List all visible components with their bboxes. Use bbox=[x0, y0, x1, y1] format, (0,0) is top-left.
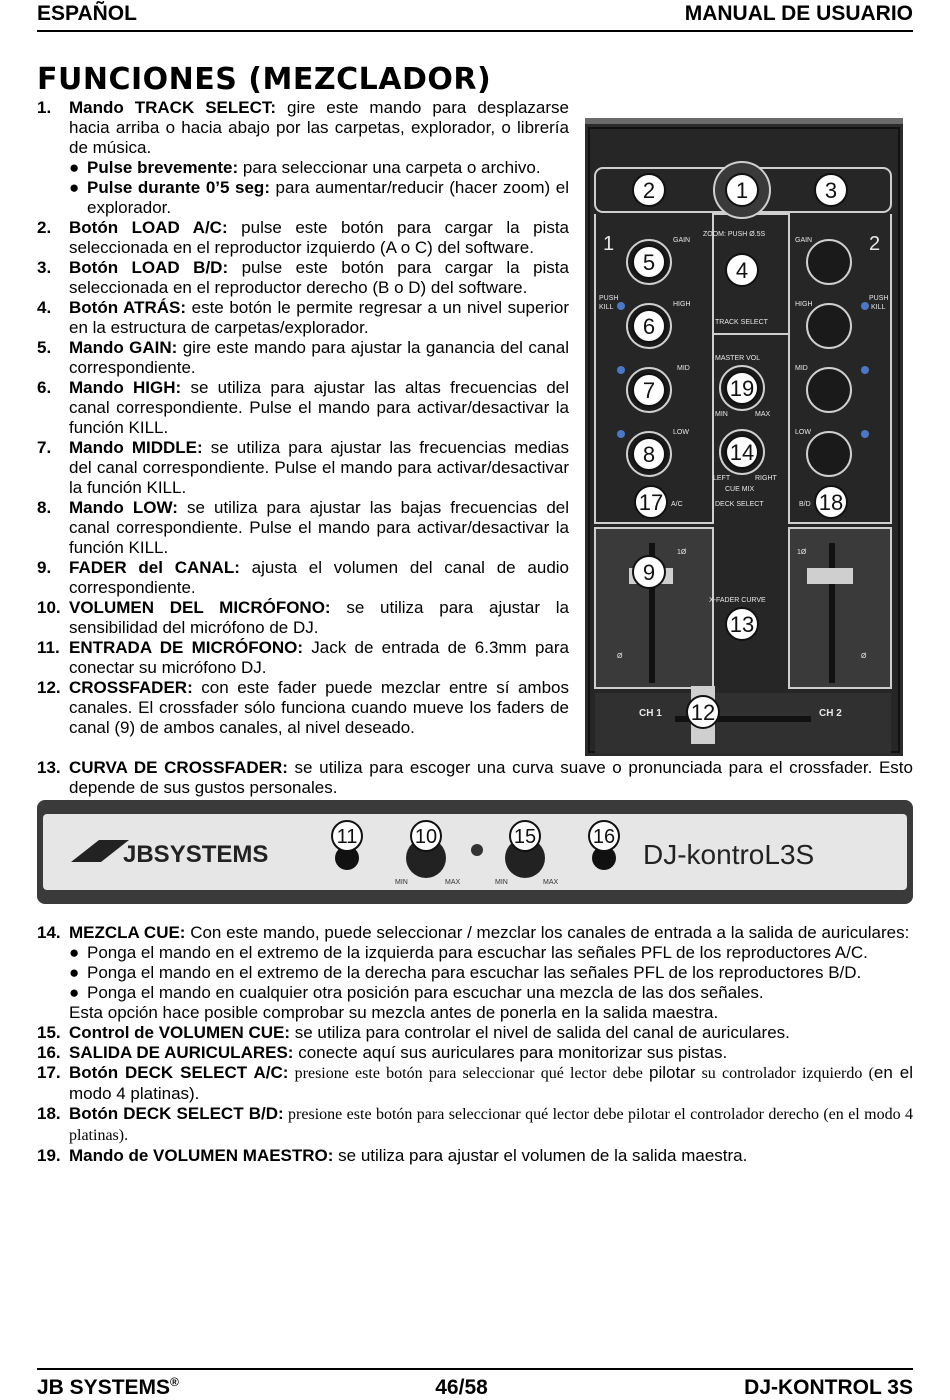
callout-number-2: 2 bbox=[642, 178, 656, 203]
item-number: 19. bbox=[37, 1146, 61, 1165]
fader-zero-right: Ø bbox=[861, 653, 867, 660]
item-keyword: CROSSFADER: bbox=[69, 678, 193, 697]
mixer-panel-image bbox=[585, 118, 903, 756]
function-item-8 bbox=[37, 498, 569, 558]
item-keyword: FADER del CANAL: bbox=[69, 558, 240, 577]
item-body bbox=[69, 558, 569, 598]
item-number: 8. bbox=[37, 498, 52, 517]
item-keyword: Control de VOLUMEN CUE: bbox=[69, 1023, 290, 1042]
item-number: 5. bbox=[37, 338, 52, 357]
item-text: con este fader puede mezclar entre sí ambos canales. El crossfader sólo funciona cuando mueve los faders de canal (9) de ambos canales, al nivel deseado. bbox=[69, 678, 569, 737]
function-item-1 bbox=[37, 98, 569, 218]
min-label-cue: MIN bbox=[495, 879, 508, 886]
function-item-12 bbox=[37, 678, 569, 738]
item-number: 16. bbox=[37, 1043, 61, 1062]
function-item-4 bbox=[37, 298, 569, 338]
callout-number-6: 6 bbox=[642, 314, 656, 339]
callout-number-9: 9 bbox=[642, 560, 656, 585]
function-item-6 bbox=[37, 378, 569, 438]
footer-brand: JB SYSTEMS® bbox=[37, 1375, 179, 1399]
function-item-10 bbox=[37, 598, 569, 638]
max-label-cue: MAX bbox=[543, 879, 559, 886]
channel-number-2: 2 bbox=[869, 233, 881, 255]
fader-ten-left: 1Ø bbox=[677, 549, 687, 556]
function-item-9 bbox=[37, 558, 569, 598]
push-kill-left-1b: KILL bbox=[599, 304, 614, 311]
bullet-keyword: Pulse brevemente: bbox=[87, 158, 239, 177]
function-item-3 bbox=[37, 258, 569, 298]
item-number: 11. bbox=[37, 638, 60, 657]
fader-zero-left: Ø bbox=[617, 653, 623, 660]
function-item-16 bbox=[37, 1043, 913, 1063]
front-panel-image bbox=[37, 800, 913, 904]
bd-label: B/D bbox=[799, 501, 811, 508]
page-footer bbox=[37, 1368, 913, 1400]
item-body bbox=[69, 1063, 913, 1104]
min-label-mic: MIN bbox=[395, 879, 408, 886]
item-text: su controlador izquierdo ( bbox=[695, 1065, 874, 1082]
low-label-left: LOW bbox=[673, 429, 689, 436]
item-body bbox=[69, 298, 569, 338]
item-text: pulse este botón para cargar la pista seleccionada en el reproductor izquierdo (A o C) del software. bbox=[69, 218, 569, 257]
zoom-label: ZOOM: PUSH Ø.5S bbox=[703, 231, 766, 238]
min-label-master: MIN bbox=[715, 411, 728, 418]
item-text: se utiliza para ajustar las bajas frecuencias del canal correspondiente. Pulse el mando para activar/desactivar la función KILL. bbox=[69, 498, 570, 557]
item-body bbox=[69, 218, 569, 258]
fader-ten-right: 1Ø bbox=[797, 549, 807, 556]
item-keyword: Botón DECK SELECT A/C: bbox=[69, 1063, 289, 1082]
item-number: 4. bbox=[37, 298, 52, 317]
item-body bbox=[69, 378, 569, 438]
function-item-14 bbox=[37, 923, 913, 1003]
left-label: LEFT bbox=[713, 475, 731, 482]
item-body bbox=[69, 1043, 913, 1063]
front-callout-number-11: 11 bbox=[336, 826, 358, 848]
item-text: pilotar bbox=[649, 1063, 696, 1082]
item-body bbox=[69, 258, 569, 298]
bullet-item bbox=[69, 943, 913, 963]
callout-number-17: 17 bbox=[638, 490, 664, 515]
item-keyword: CURVA DE CROSSFADER: bbox=[69, 758, 288, 777]
item-number: 6. bbox=[37, 378, 52, 397]
low-label-right: LOW bbox=[795, 429, 811, 436]
function-item-15 bbox=[37, 1023, 913, 1043]
function-list-a bbox=[37, 98, 569, 738]
max-label-master: MAX bbox=[755, 411, 771, 418]
max-label-mic: MAX bbox=[445, 879, 461, 886]
bullet-body: Ponga el mando en cualquier otra posición para escuchar una mezcla de las dos señales. bbox=[87, 983, 764, 1002]
callout-number-4: 4 bbox=[735, 258, 749, 283]
item-body bbox=[69, 1023, 913, 1043]
right-label: RIGHT bbox=[755, 475, 777, 482]
item-number: 15. bbox=[37, 1023, 61, 1042]
item-text: presione este botón para seleccionar qué lector debe bbox=[288, 1065, 650, 1082]
function-item-11 bbox=[37, 638, 569, 678]
item-text: gire este mando para ajustar la ganancia del canal correspondiente. bbox=[69, 338, 569, 377]
item-body bbox=[69, 98, 569, 218]
mid-label-right: MID bbox=[795, 365, 808, 372]
track-select-label: TRACK SELECT bbox=[715, 319, 768, 326]
channel-number-1: 1 bbox=[603, 233, 615, 255]
item-text: presione este botón para seleccionar qué lector debe pilotar el controlador derecho (en el modo 4 platinas). bbox=[69, 1106, 913, 1144]
item-keyword: Mando de VOLUMEN MAESTRO: bbox=[69, 1146, 334, 1165]
front-callout-number-16: 16 bbox=[592, 826, 616, 848]
push-kill-right-1: PUSH bbox=[869, 295, 889, 302]
callout-number-18: 18 bbox=[818, 490, 844, 515]
bullet-text bbox=[87, 943, 913, 963]
item-keyword: SALIDA DE AURICULARES: bbox=[69, 1043, 294, 1062]
bullet-item bbox=[69, 983, 913, 1003]
item-body bbox=[69, 758, 913, 798]
item-number: 9. bbox=[37, 558, 52, 577]
gain-label-right: GAIN bbox=[795, 237, 813, 244]
cue-mix-label: CUE MIX bbox=[725, 486, 755, 493]
item-number: 10. bbox=[37, 598, 61, 617]
item-keyword: Botón LOAD A/C: bbox=[69, 218, 228, 237]
item-body bbox=[69, 338, 569, 378]
deck-select-label: DECK SELECT bbox=[715, 501, 764, 508]
callout-number-8: 8 bbox=[642, 442, 656, 467]
bullet-body: para seleccionar una carpeta o archivo. bbox=[238, 158, 541, 177]
item-text: conecte aquí sus auriculares para monitorizar sus pistas. bbox=[293, 1043, 728, 1062]
bullet-icon: ● bbox=[69, 158, 80, 177]
item-keyword: Mando LOW: bbox=[69, 498, 178, 517]
page-header bbox=[37, 2, 913, 32]
function-item-2 bbox=[37, 218, 569, 258]
item-number: 12. bbox=[37, 678, 61, 697]
item-body bbox=[69, 678, 569, 738]
item-body bbox=[69, 438, 569, 498]
item-keyword: Botón LOAD B/D: bbox=[69, 258, 229, 277]
footer-model: DJ-KONTROL 3S bbox=[744, 1376, 913, 1399]
ch2-label: CH 2 bbox=[819, 708, 842, 719]
section-title: FUNCIONES (MEZCLADOR) bbox=[37, 62, 492, 97]
item-keyword: Botón DECK SELECT B/D: bbox=[69, 1104, 284, 1123]
item-text: se utiliza para ajustar las frecuencias medias del canal correspondiente. Pulse el mando para activar/desactivar la función KILL. bbox=[69, 438, 569, 497]
header-manual-title: MANUAL DE USUARIO bbox=[684, 2, 913, 25]
item-text: Jack de entrada de 6.3mm para conectar su micrófono DJ. bbox=[69, 638, 570, 677]
function-item-13 bbox=[37, 758, 913, 798]
item-body bbox=[69, 1104, 913, 1146]
item-text: en el modo 4 platinas). bbox=[69, 1063, 913, 1103]
item-keyword: Mando HIGH: bbox=[69, 378, 182, 397]
bullet-text bbox=[87, 983, 913, 1003]
page-number: 46/58 bbox=[435, 1376, 488, 1399]
callout-number-1: 1 bbox=[735, 178, 749, 203]
callout-number-3: 3 bbox=[824, 178, 838, 203]
bullet-icon: ● bbox=[69, 963, 80, 982]
item-keyword: Mando MIDDLE: bbox=[69, 438, 203, 457]
item-text: se utiliza para ajustar la sensibilidad del micrófono de DJ. bbox=[69, 598, 569, 637]
item-text: se utiliza para ajustar el volumen de la salida maestra. bbox=[333, 1146, 748, 1165]
bullet-item bbox=[69, 158, 569, 178]
item-number: 17. bbox=[37, 1063, 61, 1082]
item-text: este botón le permite regresar a un nivel superior en la estructura de carpetas/explorador. bbox=[69, 298, 569, 337]
mid-label-left: MID bbox=[677, 365, 690, 372]
bullet-icon: ● bbox=[69, 983, 80, 1002]
ac-label: A/C bbox=[671, 501, 683, 508]
bullet-item bbox=[69, 178, 569, 218]
function-item-7 bbox=[37, 438, 569, 498]
front-callout-number-15: 15 bbox=[513, 826, 537, 848]
bullet-text bbox=[87, 158, 569, 178]
item-number: 1. bbox=[37, 98, 52, 117]
function-item-19 bbox=[37, 1146, 913, 1166]
xfader-curve-label: X-FADER CURVE bbox=[709, 597, 766, 604]
gain-label-left: GAIN bbox=[673, 237, 691, 244]
bullet-keyword: Pulse durante 0’5 seg: bbox=[87, 178, 270, 197]
callout-number-12: 12 bbox=[690, 700, 716, 725]
item-keyword: MEZCLA CUE: bbox=[69, 923, 186, 942]
bullet-body: Ponga el mando en el extremo de la izquierda para escuchar las señales PFL de los reproductores A/C. bbox=[87, 943, 868, 962]
item-body bbox=[69, 498, 569, 558]
bullet-icon: ● bbox=[69, 178, 80, 197]
item-number: 13. bbox=[37, 758, 61, 777]
item-text: gire este mando para desplazarse hacia arriba o hacia abajo por las carpetas, explorador, o librería de música. bbox=[69, 98, 570, 157]
function-item-17 bbox=[37, 1063, 913, 1104]
front-callout-number-10: 10 bbox=[414, 826, 438, 848]
callout-number-13: 13 bbox=[729, 612, 755, 637]
item-keyword: VOLUMEN DEL MICRÓFONO: bbox=[69, 598, 331, 617]
item-text: ajusta el volumen del canal de audio correspondiente. bbox=[69, 558, 569, 597]
function-item-5 bbox=[37, 338, 569, 378]
item-number: 18. bbox=[37, 1104, 61, 1123]
item-text: se utiliza para controlar el nivel de salida del canal de auriculares. bbox=[290, 1023, 790, 1042]
bullet-text bbox=[87, 178, 569, 218]
push-kill-left-1: PUSH bbox=[599, 295, 619, 302]
header-language: ESPAÑOL bbox=[37, 2, 137, 25]
bullet-body: Ponga el mando en el extremo de la derecha para escuchar las señales PFL de los reproductores B/D. bbox=[87, 963, 862, 982]
callout-number-5: 5 bbox=[642, 250, 656, 275]
item-body bbox=[69, 1146, 913, 1166]
bullet-text bbox=[87, 963, 913, 983]
item-text: pulse este botón para cargar la pista seleccionada en el reproductor derecho (B o D) del software. bbox=[69, 258, 569, 297]
item-number: 14. bbox=[37, 923, 61, 942]
ch1-label: CH 1 bbox=[639, 708, 662, 719]
front-brand: JBSYSTEMS bbox=[123, 841, 269, 868]
item-text: se utiliza para ajustar las altas frecuencias del canal correspondiente. Pulse el mando para activar/desactivar la función KILL. bbox=[69, 378, 570, 437]
bullet-item bbox=[69, 963, 913, 983]
item-keyword: Botón ATRÁS: bbox=[69, 298, 187, 317]
item-number: 3. bbox=[37, 258, 52, 277]
item-keyword: ENTRADA DE MICRÓFONO: bbox=[69, 638, 304, 657]
function-item-18 bbox=[37, 1104, 913, 1146]
high-label-right: HIGH bbox=[795, 301, 813, 308]
high-label-left: HIGH bbox=[673, 301, 691, 308]
item-keyword: Mando TRACK SELECT: bbox=[69, 98, 277, 117]
master-vol-label: MASTER VOL bbox=[715, 355, 761, 362]
item-body bbox=[69, 923, 913, 1003]
bullet-body: para aumentar/reducir (hacer zoom) el explorador. bbox=[87, 178, 569, 217]
item-body bbox=[69, 638, 569, 678]
item-text: se utiliza para escoger una curva suave o pronunciada para el crossfader. Esto depende de sus gustos personales. bbox=[69, 758, 913, 797]
bullet-icon: ● bbox=[69, 943, 80, 962]
callout-number-19: 19 bbox=[729, 376, 755, 401]
function-item-13-row bbox=[37, 758, 913, 798]
callout-number-14: 14 bbox=[729, 440, 755, 465]
callout-number-7: 7 bbox=[642, 378, 656, 403]
front-model: DJ-kontroL3S bbox=[643, 839, 815, 870]
item-text: Con este mando, puede seleccionar / mezclar los canales de entrada a la salida de auriculares: bbox=[185, 923, 910, 942]
function-list-c bbox=[37, 923, 913, 1166]
item-number: 2. bbox=[37, 218, 52, 237]
item-14-note: Esta opción hace posible comprobar su mezcla antes de ponerla en la salida maestra. bbox=[69, 1003, 719, 1022]
item-keyword: Mando GAIN: bbox=[69, 338, 178, 357]
push-kill-right-1b: KILL bbox=[871, 304, 886, 311]
item-number: 7. bbox=[37, 438, 52, 457]
item-body bbox=[69, 598, 569, 638]
